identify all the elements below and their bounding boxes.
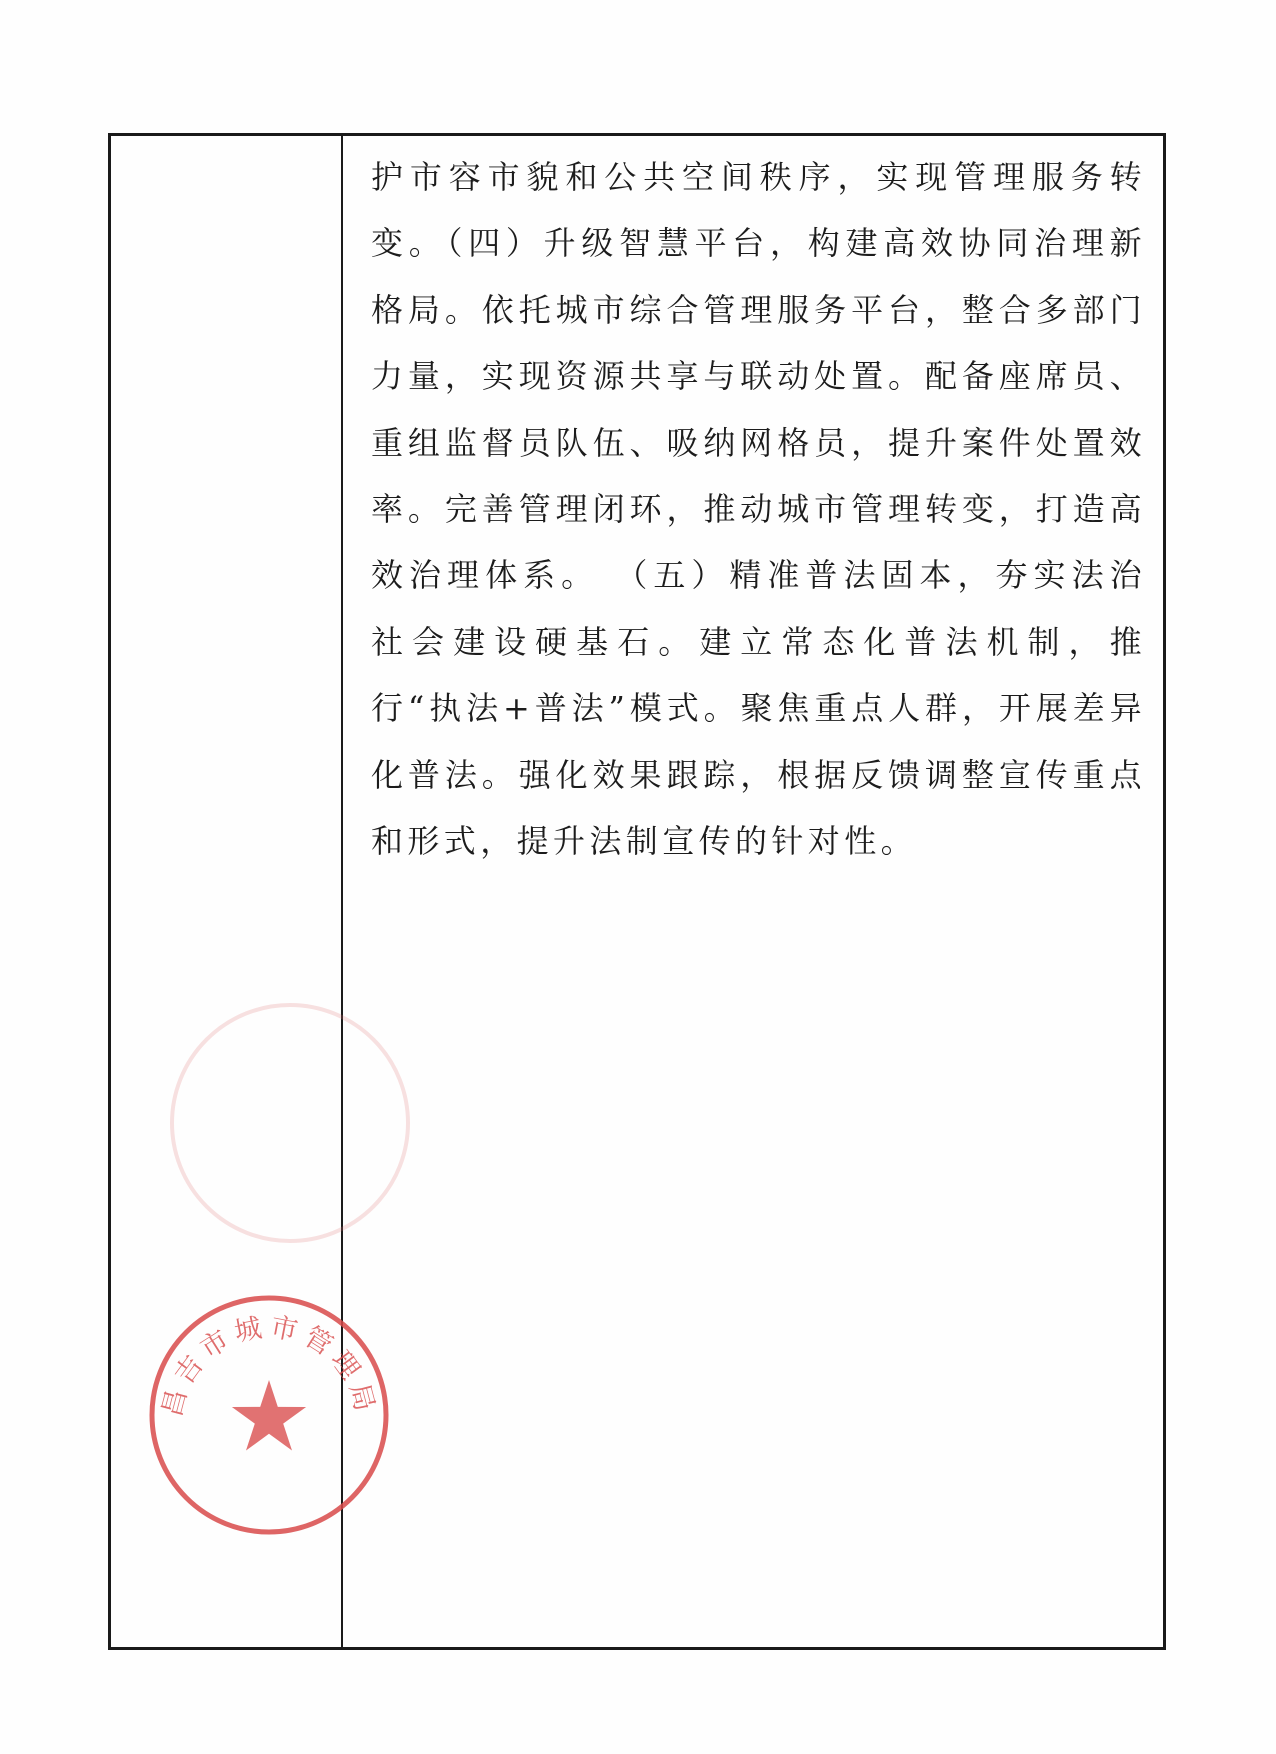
body-paragraph: 护市容市貌和公共空间秩序，实现管理服务转变。（四）升级智慧平台，构建高效协同治理新格局。依托城市综合管理服务平台，整合多部门力量，实现资源共享与联动处置。配备座席员、重组监督员队伍、吸纳网格员，提升案件处置效率。完善管理闭环，推动城市管理转变，打造高效治理体系。 （五）精准普法固本，夯实法治社会建设硬基石。建立常态化普法机制，推行“执法+普法”模式。聚焦重点人群，开展差异化普法。强化效果跟踪，根据反馈调整宣传重点和形式，提升法制宣传的针对性。 bbox=[371, 158, 1146, 861]
faint-stamp-impression bbox=[170, 1003, 410, 1243]
official-seal bbox=[144, 1290, 394, 1540]
content-cell bbox=[343, 136, 1163, 1647]
star-icon bbox=[232, 1380, 306, 1451]
seal-text: 昌吉市城市管理局 bbox=[156, 1311, 382, 1421]
